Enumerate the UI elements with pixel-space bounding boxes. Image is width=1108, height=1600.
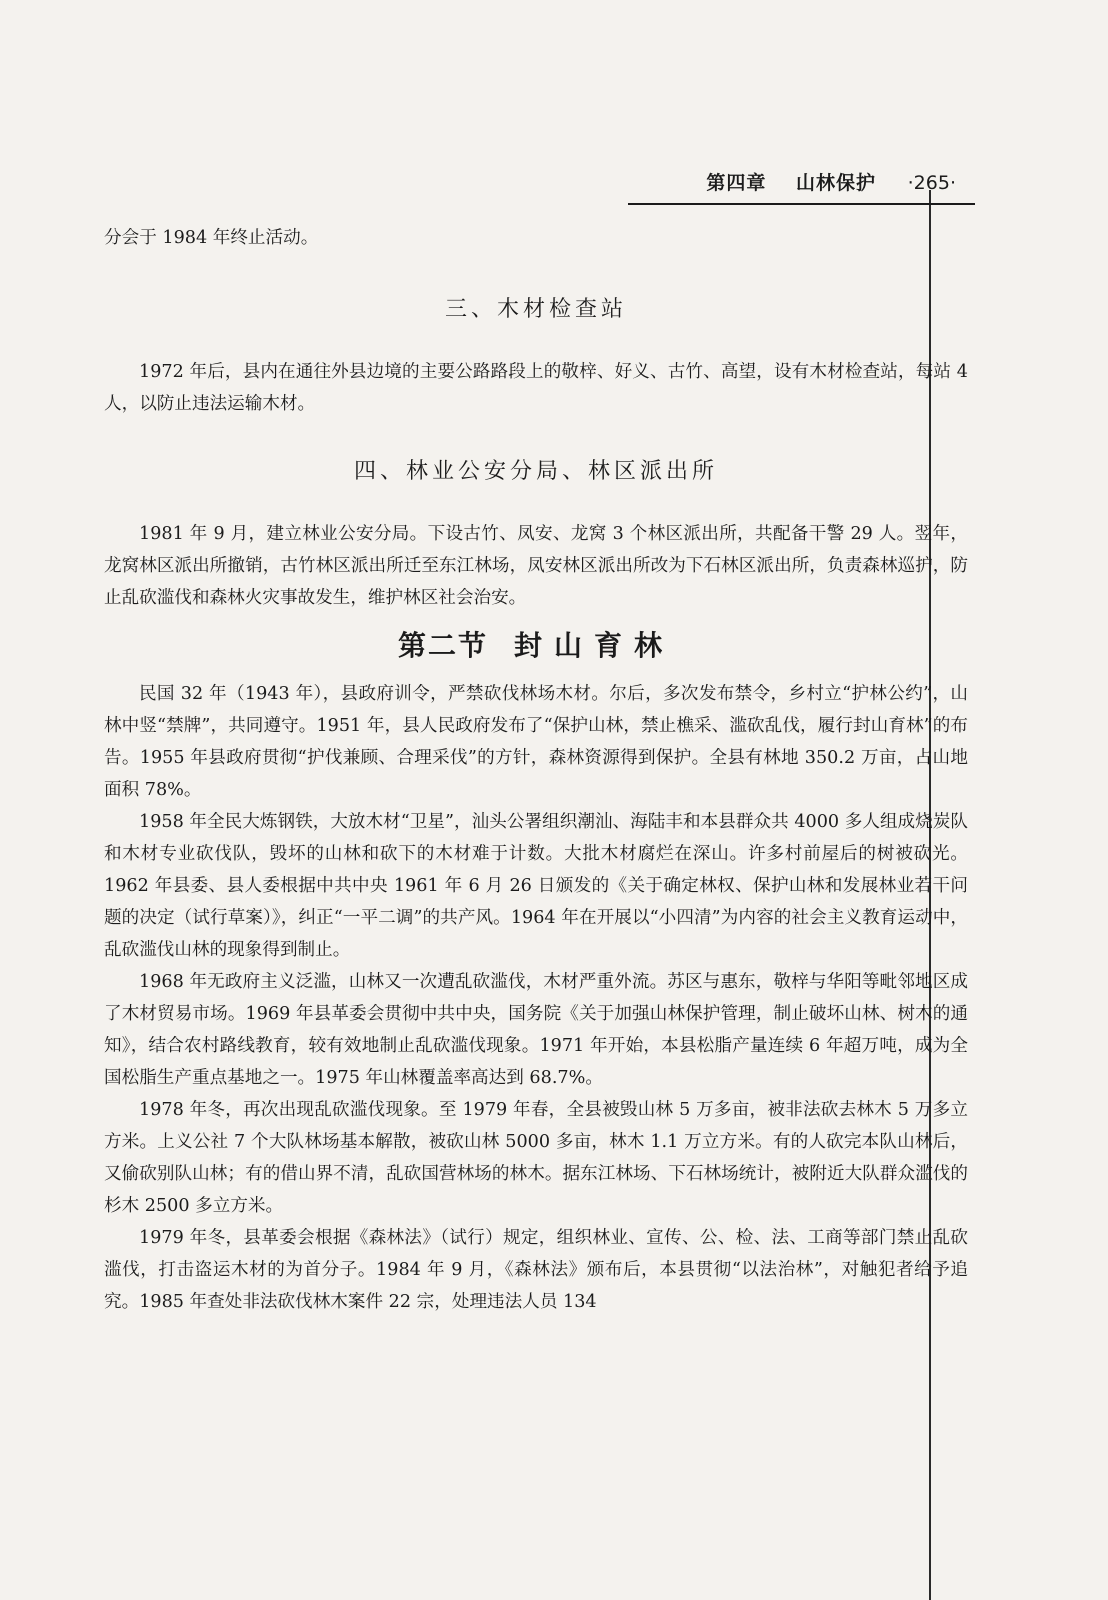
subsection-heading-timber-station: 三、木材检查站 xyxy=(444,297,627,322)
paragraph-timber-station: 1972 年后，县内在通往外县边境的主要公路路段上的敬梓、好义、古竹、高望，设有木材检查站，每站 4 人，以防止违法运输木材。 xyxy=(104,362,968,414)
header-rule xyxy=(628,203,975,205)
page-number: ·265· xyxy=(907,172,956,194)
chapter-title: 山林保护 xyxy=(796,172,877,194)
continuation-paragraph: 分会于 1984 年终止活动。 xyxy=(104,228,319,248)
running-head xyxy=(706,168,956,195)
paragraph-4: 1978 年冬，再次出现乱砍滥伐现象。至 1979 年春，全县被毁山林 5 万多亩，被非法砍去林木 5 万多立方米。上义公社 7 个大队林场基本解散，被砍山林 5000 多亩，林木 1.1 万立方米。有的人砍完本队山林后，又偷砍别队山林；有的借山界不清，乱砍国营林场的林木。据东江林场、下石林场统计，被附近大队群众滥伐的杉木 2500 多立方米。 xyxy=(104,1100,968,1216)
page-body xyxy=(104,222,968,1318)
paragraph-5: 1979 年冬，县革委会根据《森林法》（试行）规定，组织林业、宣传、公、检、法、工商等部门禁止乱砍滥伐，打击盗运木材的为首分子。1984 年 9 月，《森林法》颁布后，本县贯彻“以法治林”，对触犯者给予追究。1985 年查处非法砍伐林木案件 22 宗，处理违法人员 134 xyxy=(104,1228,968,1312)
paragraph-forest-police: 1981 年 9 月，建立林业公安分局。下设古竹、凤安、龙窝 3 个林区派出所，共配备干警 29 人。翌年，龙窝林区派出所撤销，古竹林区派出所迁至东江林场，凤安林区派出所改为下石林区派出所，负责森林巡护，防止乱砍滥伐和森林火灾事故发生，维护林区社会治安。 xyxy=(104,524,968,608)
subsection-heading-forest-police: 四、林业公安分局、林区派出所 xyxy=(353,459,718,484)
section-heading xyxy=(104,630,968,662)
paragraph-2: 1958 年全民大炼钢铁，大放木材“卫星”，汕头公署组织潮汕、海陆丰和本县群众共 4000 多人组成烧炭队和木材专业砍伐队，毁坏的山林和砍下的木材难于计数。大批木材腐烂在深山。许多村前屋后的树被砍光。1962 年县委、县人委根据中共中央 1961 年 6 月 26 日颁发的《关于确定林权、保护山林和发展林业若干问题的决定（试行草案）》，纠正“一平二调”的共产风。1964 年在开展以“小四清”为内容的社会主义教育运动中，乱砍滥伐山林的现象得到制止。 xyxy=(104,812,968,960)
section-name: 封山育林 xyxy=(514,629,675,662)
section-number: 第二节 xyxy=(397,629,488,662)
chapter-label: 第四章 xyxy=(706,172,767,194)
paragraph-3: 1968 年无政府主义泛滥，山林又一次遭乱砍滥伐，木材严重外流。苏区与惠东，敬梓与华阳等毗邻地区成了木材贸易市场。1969 年县革委会贯彻中共中央，国务院《关于加强山林保护管理，制止破坏山林、树木的通知》，结合农村路线教育，较有效地制止乱砍滥伐现象。1971 年开始，本县松脂产量连续 6 年超万吨，成为全国松脂生产重点基地之一。1975 年山林覆盖率高达到 68.7%。 xyxy=(104,972,968,1088)
paragraph-1: 民国 32 年（1943 年），县政府训令，严禁砍伐林场木材。尔后，多次发布禁令，乡村立“护林公约”，山林中竖“禁牌”，共同遵守。1951 年，县人民政府发布了“保护山林，禁止樵采、滥砍乱伐，履行封山育林”的布告。1955 年县政府贯彻“护伐兼顾、合理采伐”的方针，森林资源得到保护。全县有林地 350.2 万亩，占山地面积 78%。 xyxy=(104,684,968,800)
